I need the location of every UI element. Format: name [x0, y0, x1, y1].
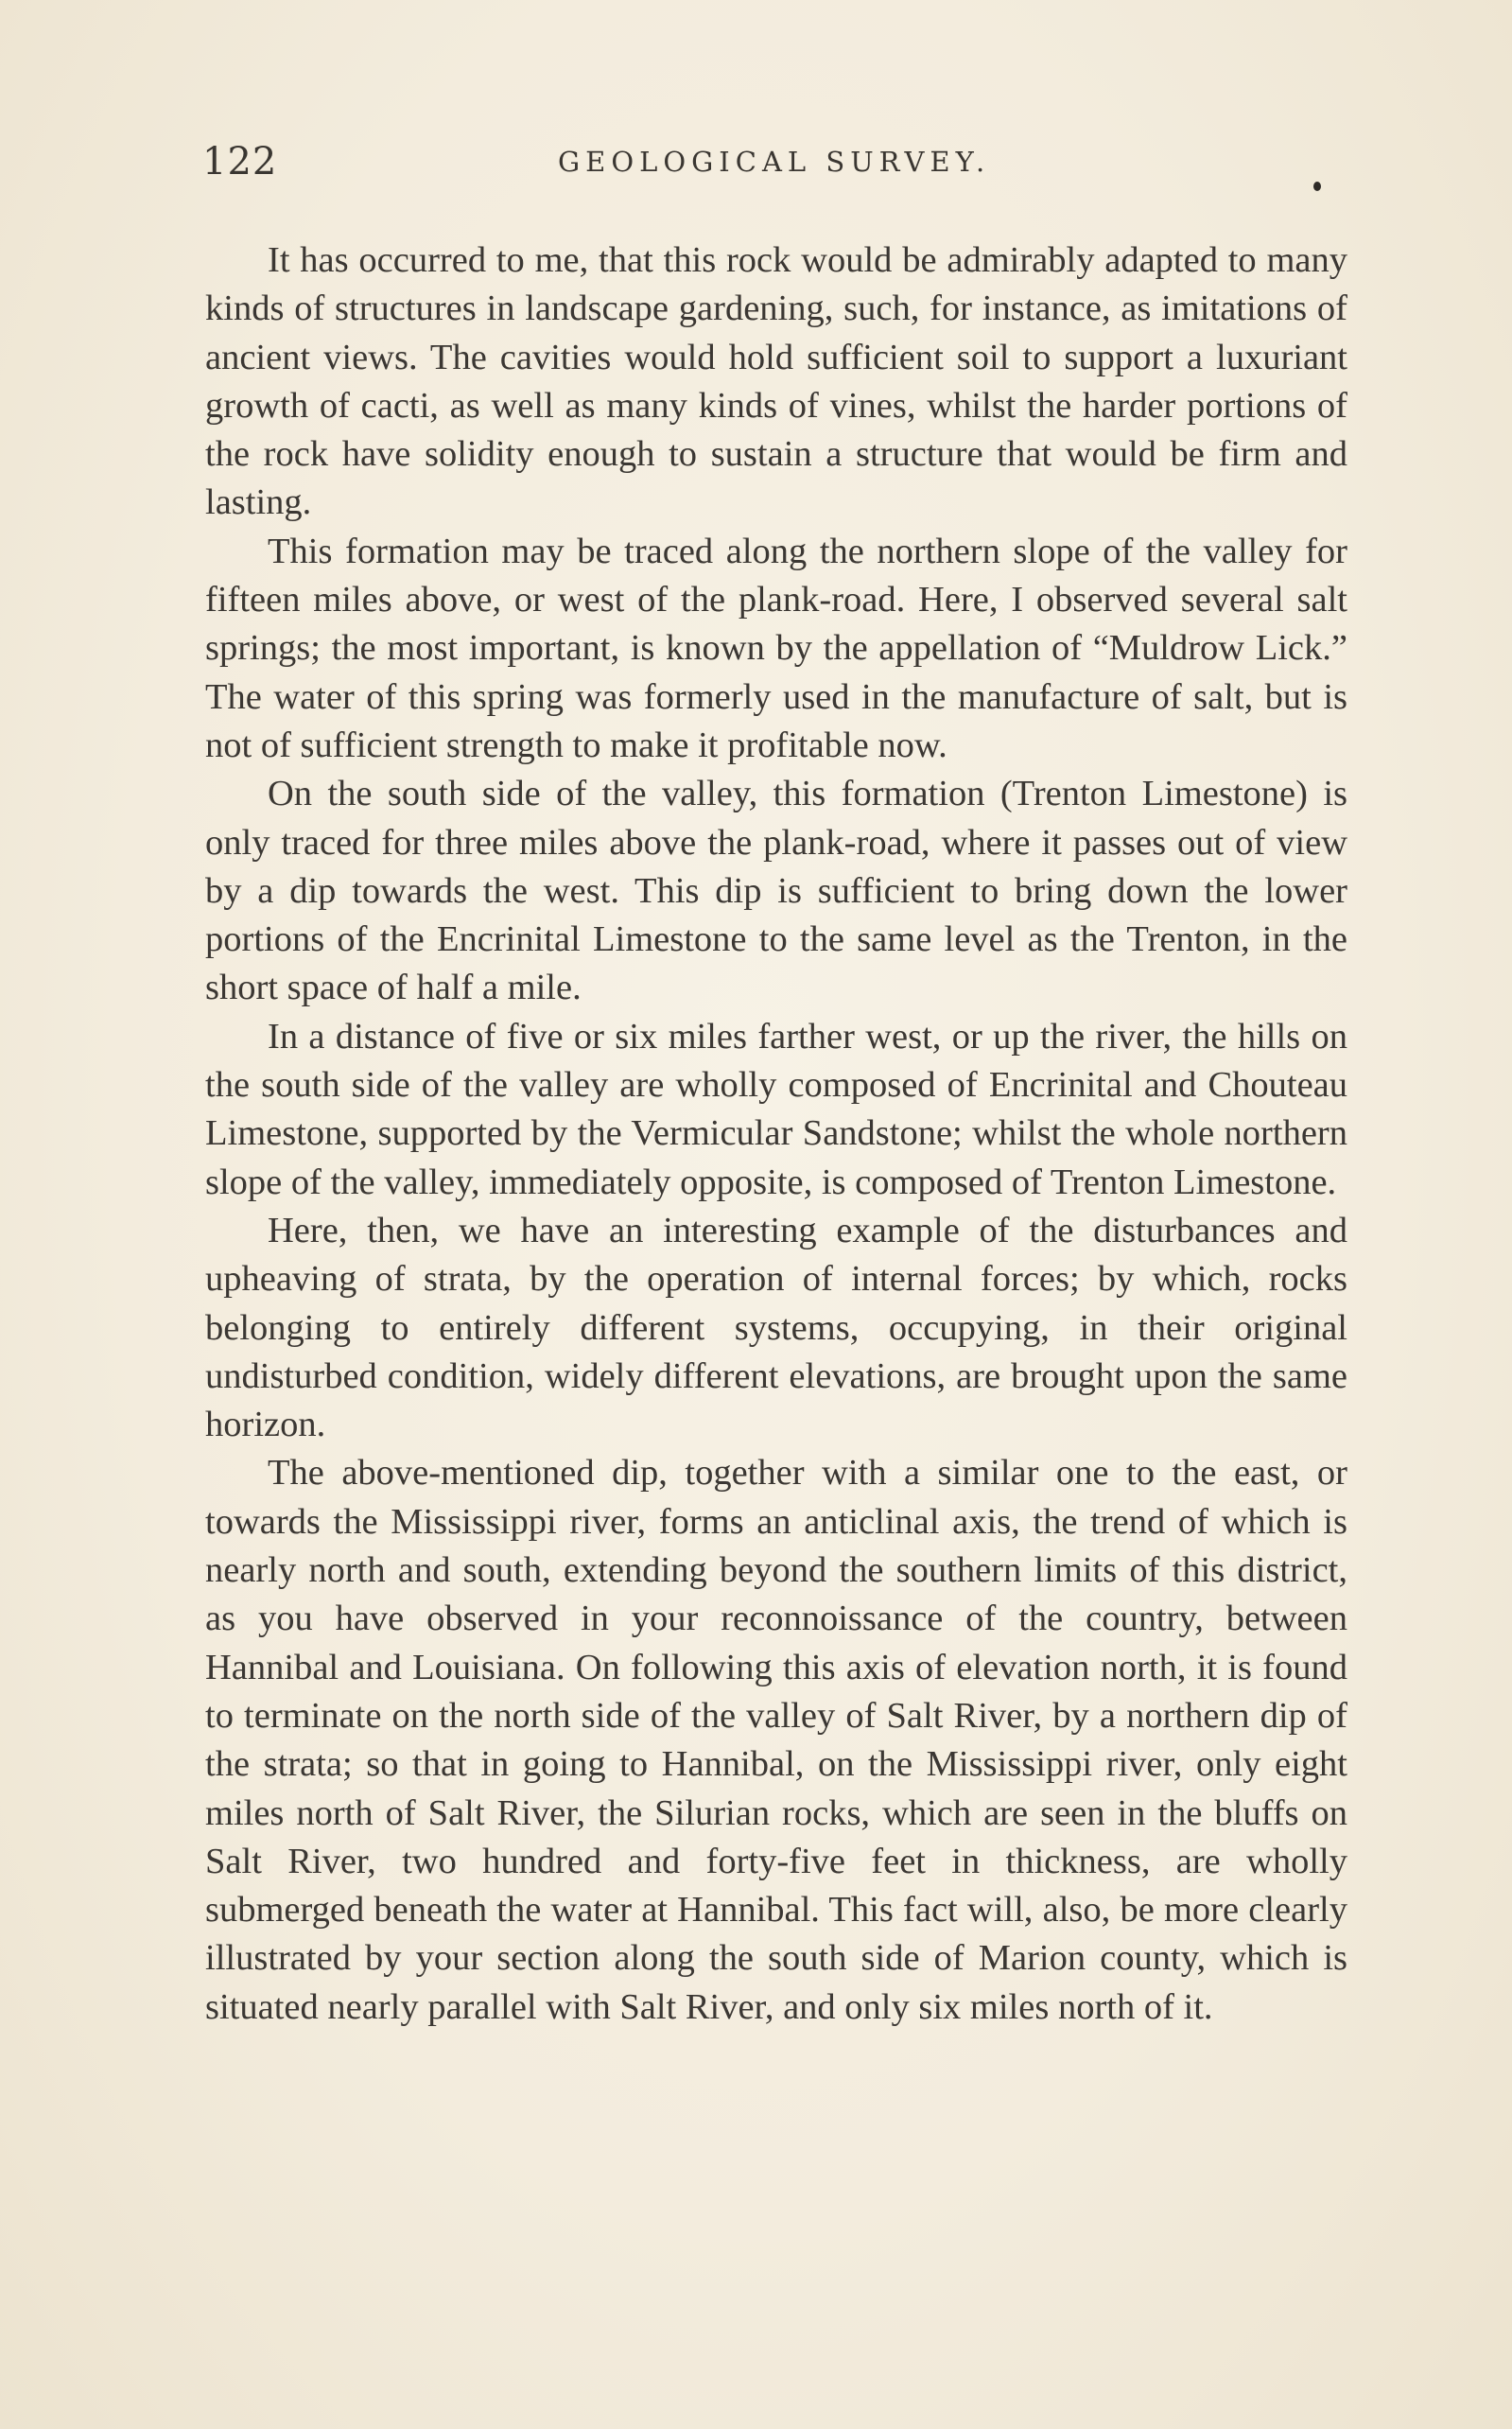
paragraph-6: The above-mentioned dip, together with a similar one to the east, or towards the Mississippi river, forms an anticlinal axis, the trend of which is nearly north and south, extending beyond the southern limits of this district, as you have observed in your reconnoissance of the country, between Hannibal and Louisiana. On following this axis of elevation north, it is found to terminate on the north side of the valley of Salt River, by a northern dip of the strata; so that in going to Hannibal, on the Mississippi river, only eight miles north of Salt River, the Silurian rocks, which are seen in the bluffs on Salt River, two hundred and forty-five feet in thickness, are wholly submerged beneath the water at Hannibal. This fact will, also, be more clearly illustrated by your section along the south side of Marion county, which is situated nearly parallel with Salt River, and only six miles north of it.: [205, 1453, 1347, 2027]
paragraph-3: On the south side of the valley, this formation (Trenton Limestone) is only traced for three miles above the plank-road, where it passes out of view by a dip towards the west. This dip is sufficient to bring down the lower portions of the Encrinital Limestone to the same level as the Trenton, in the short space of half a mile.: [205, 774, 1347, 1008]
page-number: 122: [202, 140, 278, 183]
paragraph-5: Here, then, we have an interesting example of the disturbances and upheaving of strata, by the operation of internal forces; by which, rocks belonging to entirely different systems, occupying, in their original undisturbed condition, widely different elevations, are brought upon the same horizon.: [205, 1210, 1347, 1445]
body-text: [205, 236, 1347, 2032]
paragraph-1: It has occurred to me, that this rock would be admirably adapted to many kinds of structures in landscape gardening, such, for instance, as imitations of ancient views. The cavities would hold sufficient soil to support a luxuriant growth of cacti, as well as many kinds of vines, whilst the harder portions of the rock have solidity enough to sustain a structure that would be firm and lasting.: [205, 240, 1347, 523]
paragraph-4: In a distance of five or six miles farther west, or up the river, the hills on the south side of the valley are wholly composed of Encrinital and Chouteau Limestone, supported by the Vermicular Sandstone; whilst the whole northern slope of the valley, immediately opposite, is composed of Trenton Limestone.: [205, 1016, 1347, 1202]
page-header: [202, 140, 1347, 197]
running-head: GEOLOGICAL SURVEY.: [558, 146, 991, 178]
paragraph-2: This formation may be traced along the northern slope of the valley for fifteen miles above, or west of the plank-road. Here, I observed several salt springs; the most important, is known by the appellation of “Muldrow Lick.” The water of this spring was formerly used in the manufacture of salt, but is not of sufficient strength to make it profitable now.: [205, 531, 1347, 765]
ink-speck: [1313, 182, 1321, 191]
